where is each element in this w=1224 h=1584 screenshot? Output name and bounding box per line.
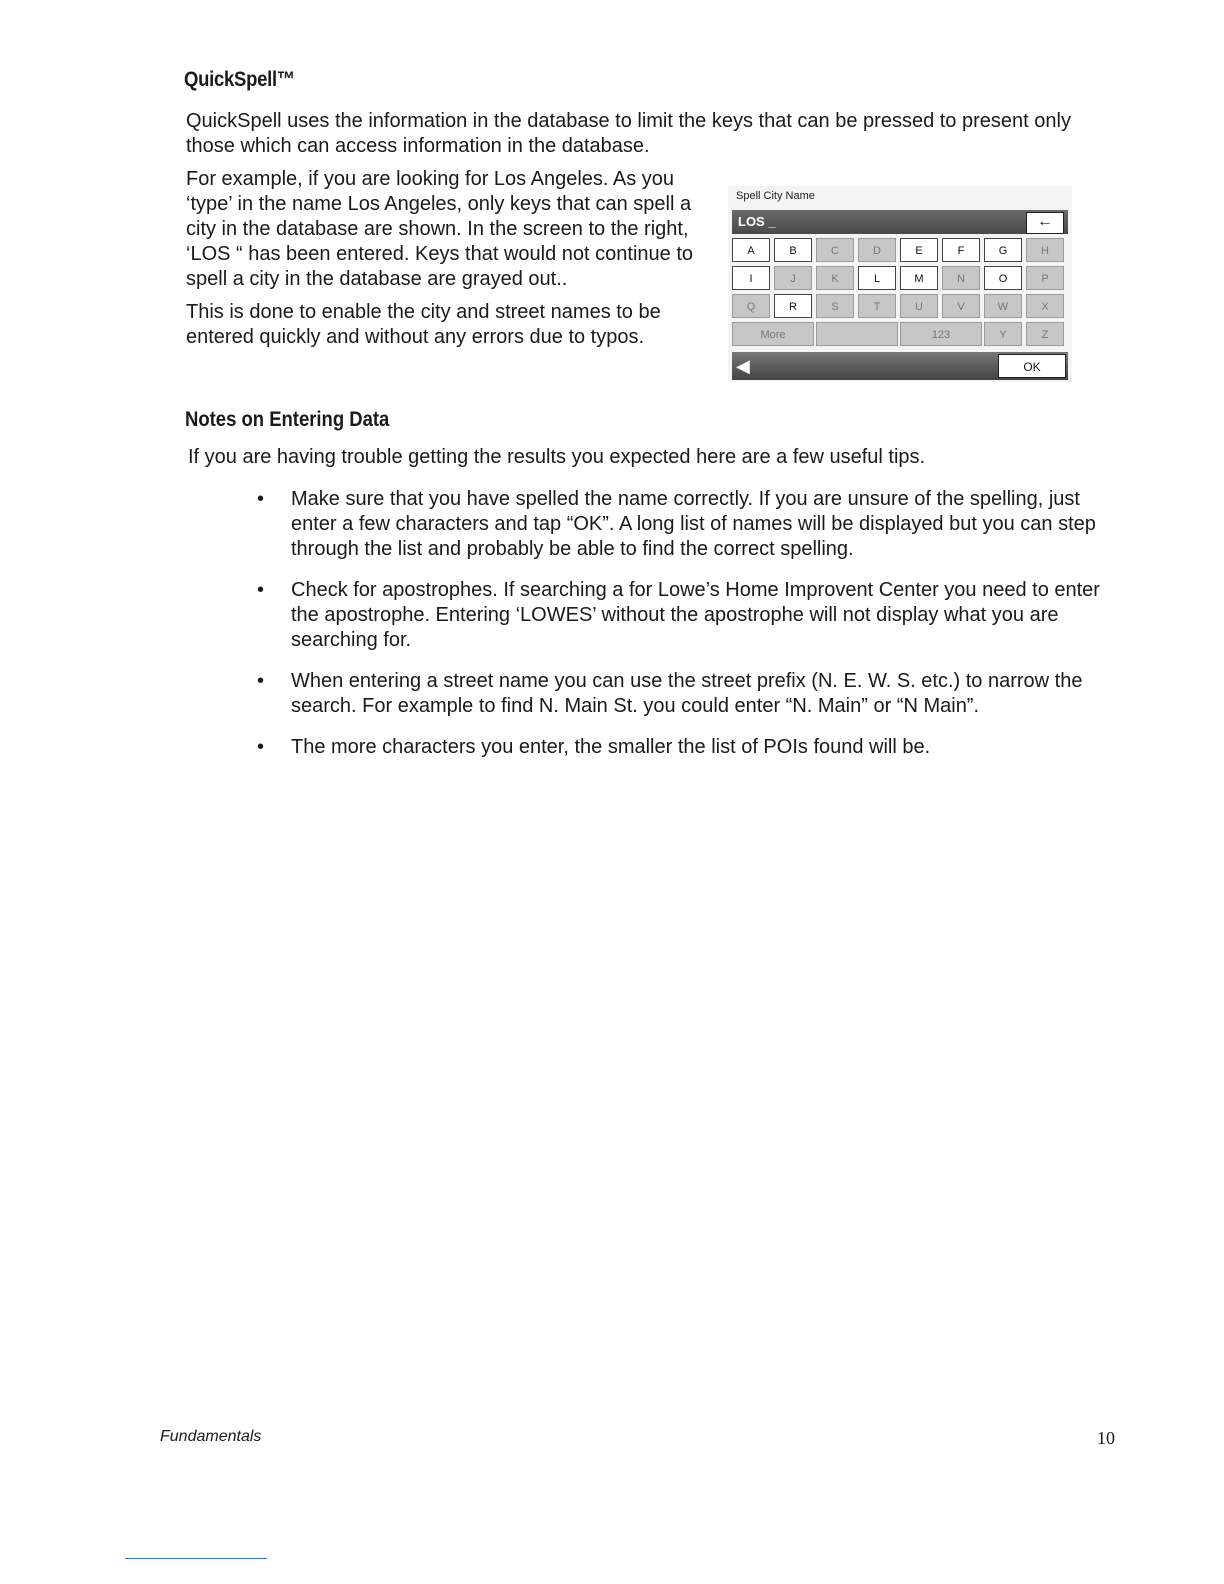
tip-item: • Check for apostrophes. If searching a for Lowe’s Home Improvent Center you need to enter the apostrophe. Entering ‘LOWES’ without the apostrophe will not display what you are searching for.	[257, 579, 1100, 651]
keyboard-row	[732, 294, 1072, 320]
keyboard-row	[732, 238, 1072, 264]
ok-key: OK	[998, 354, 1066, 378]
key-k: K	[816, 266, 854, 290]
quickspell-intro: QuickSpell uses the information in the database to limit the keys that can be pressed to present only those which can access information in the database.	[186, 110, 1071, 157]
key-c: C	[816, 238, 854, 262]
keyboard-title: Spell City Name	[736, 190, 815, 202]
key-u: U	[900, 294, 938, 318]
section-heading-quickspell: QuickSpell™	[184, 68, 296, 91]
key-z: Z	[1026, 322, 1064, 346]
key-j: J	[774, 266, 812, 290]
quickspell-example-paragraph: For example, if you are looking for Los Angeles. As you ‘type’ in the name Los Angeles, only keys that can spell a city in the database are shown. In the screen to the right, ‘LOS “ has been entered. Keys that would not continue to spell a city in the database are grayed out..	[186, 168, 693, 290]
key-q: Q	[732, 294, 770, 318]
key-more: More	[732, 322, 814, 346]
footer-divider	[125, 1558, 267, 1559]
key-y: Y	[984, 322, 1022, 346]
key-123: 123	[900, 322, 982, 346]
tip-item: • When entering a street name you can use the street prefix (N. E. W. S. etc.) to narrow the search. For example to find N. Main St. you could enter “N. Main” or “N Main”.	[257, 670, 1083, 717]
quickspell-purpose-paragraph: This is done to enable the city and street names to be entered quickly and without any errors due to typos.	[186, 301, 661, 348]
bullet: •	[257, 579, 265, 601]
key-t: T	[858, 294, 896, 318]
key-s: S	[816, 294, 854, 318]
key-i: I	[732, 266, 770, 290]
bullet: •	[257, 488, 265, 510]
tip-item: • Make sure that you have spelled the name correctly. If you are unsure of the spelling, just enter a few characters and tap “OK”. A long list of names will be displayed but you can step through the list and probably be able to find the correct spelling.	[257, 488, 1096, 560]
key-b: B	[774, 238, 812, 262]
key-blank	[816, 322, 898, 346]
key-p: P	[1026, 266, 1064, 290]
key-f: F	[942, 238, 980, 262]
bullet: •	[257, 736, 265, 758]
keyboard-bottom-bar	[732, 352, 1068, 380]
key-d: D	[858, 238, 896, 262]
key-x: X	[1026, 294, 1064, 318]
keyboard-row	[732, 266, 1072, 292]
notes-intro: If you are having trouble getting the results you expected here are a few useful tips.	[188, 446, 926, 468]
tips-list	[255, 487, 1115, 776]
footer-section-name: Fundamentals	[160, 1428, 262, 1445]
keyboard-row	[732, 322, 1072, 348]
page-number: 10	[1097, 1428, 1115, 1448]
key-g: G	[984, 238, 1022, 262]
key-l: L	[858, 266, 896, 290]
section-heading-notes: Notes on Entering Data	[185, 408, 390, 431]
key-a: A	[732, 238, 770, 262]
city-entry-text: LOS _	[738, 214, 776, 229]
key-r: R	[774, 294, 812, 318]
tip-item: • The more characters you enter, the smaller the list of POIs found will be.	[257, 736, 931, 758]
key-w: W	[984, 294, 1022, 318]
key-v: V	[942, 294, 980, 318]
key-o: O	[984, 266, 1022, 290]
back-arrow-icon: ◀	[736, 356, 750, 376]
city-entry-field	[732, 210, 1068, 234]
key-n: N	[942, 266, 980, 290]
spell-city-keyboard-screenshot	[728, 186, 1072, 382]
quickspell-body	[186, 167, 706, 358]
backspace-icon: ←	[1026, 212, 1064, 234]
key-h: H	[1026, 238, 1064, 262]
key-e: E	[900, 238, 938, 262]
key-m: M	[900, 266, 938, 290]
bullet: •	[257, 670, 265, 692]
